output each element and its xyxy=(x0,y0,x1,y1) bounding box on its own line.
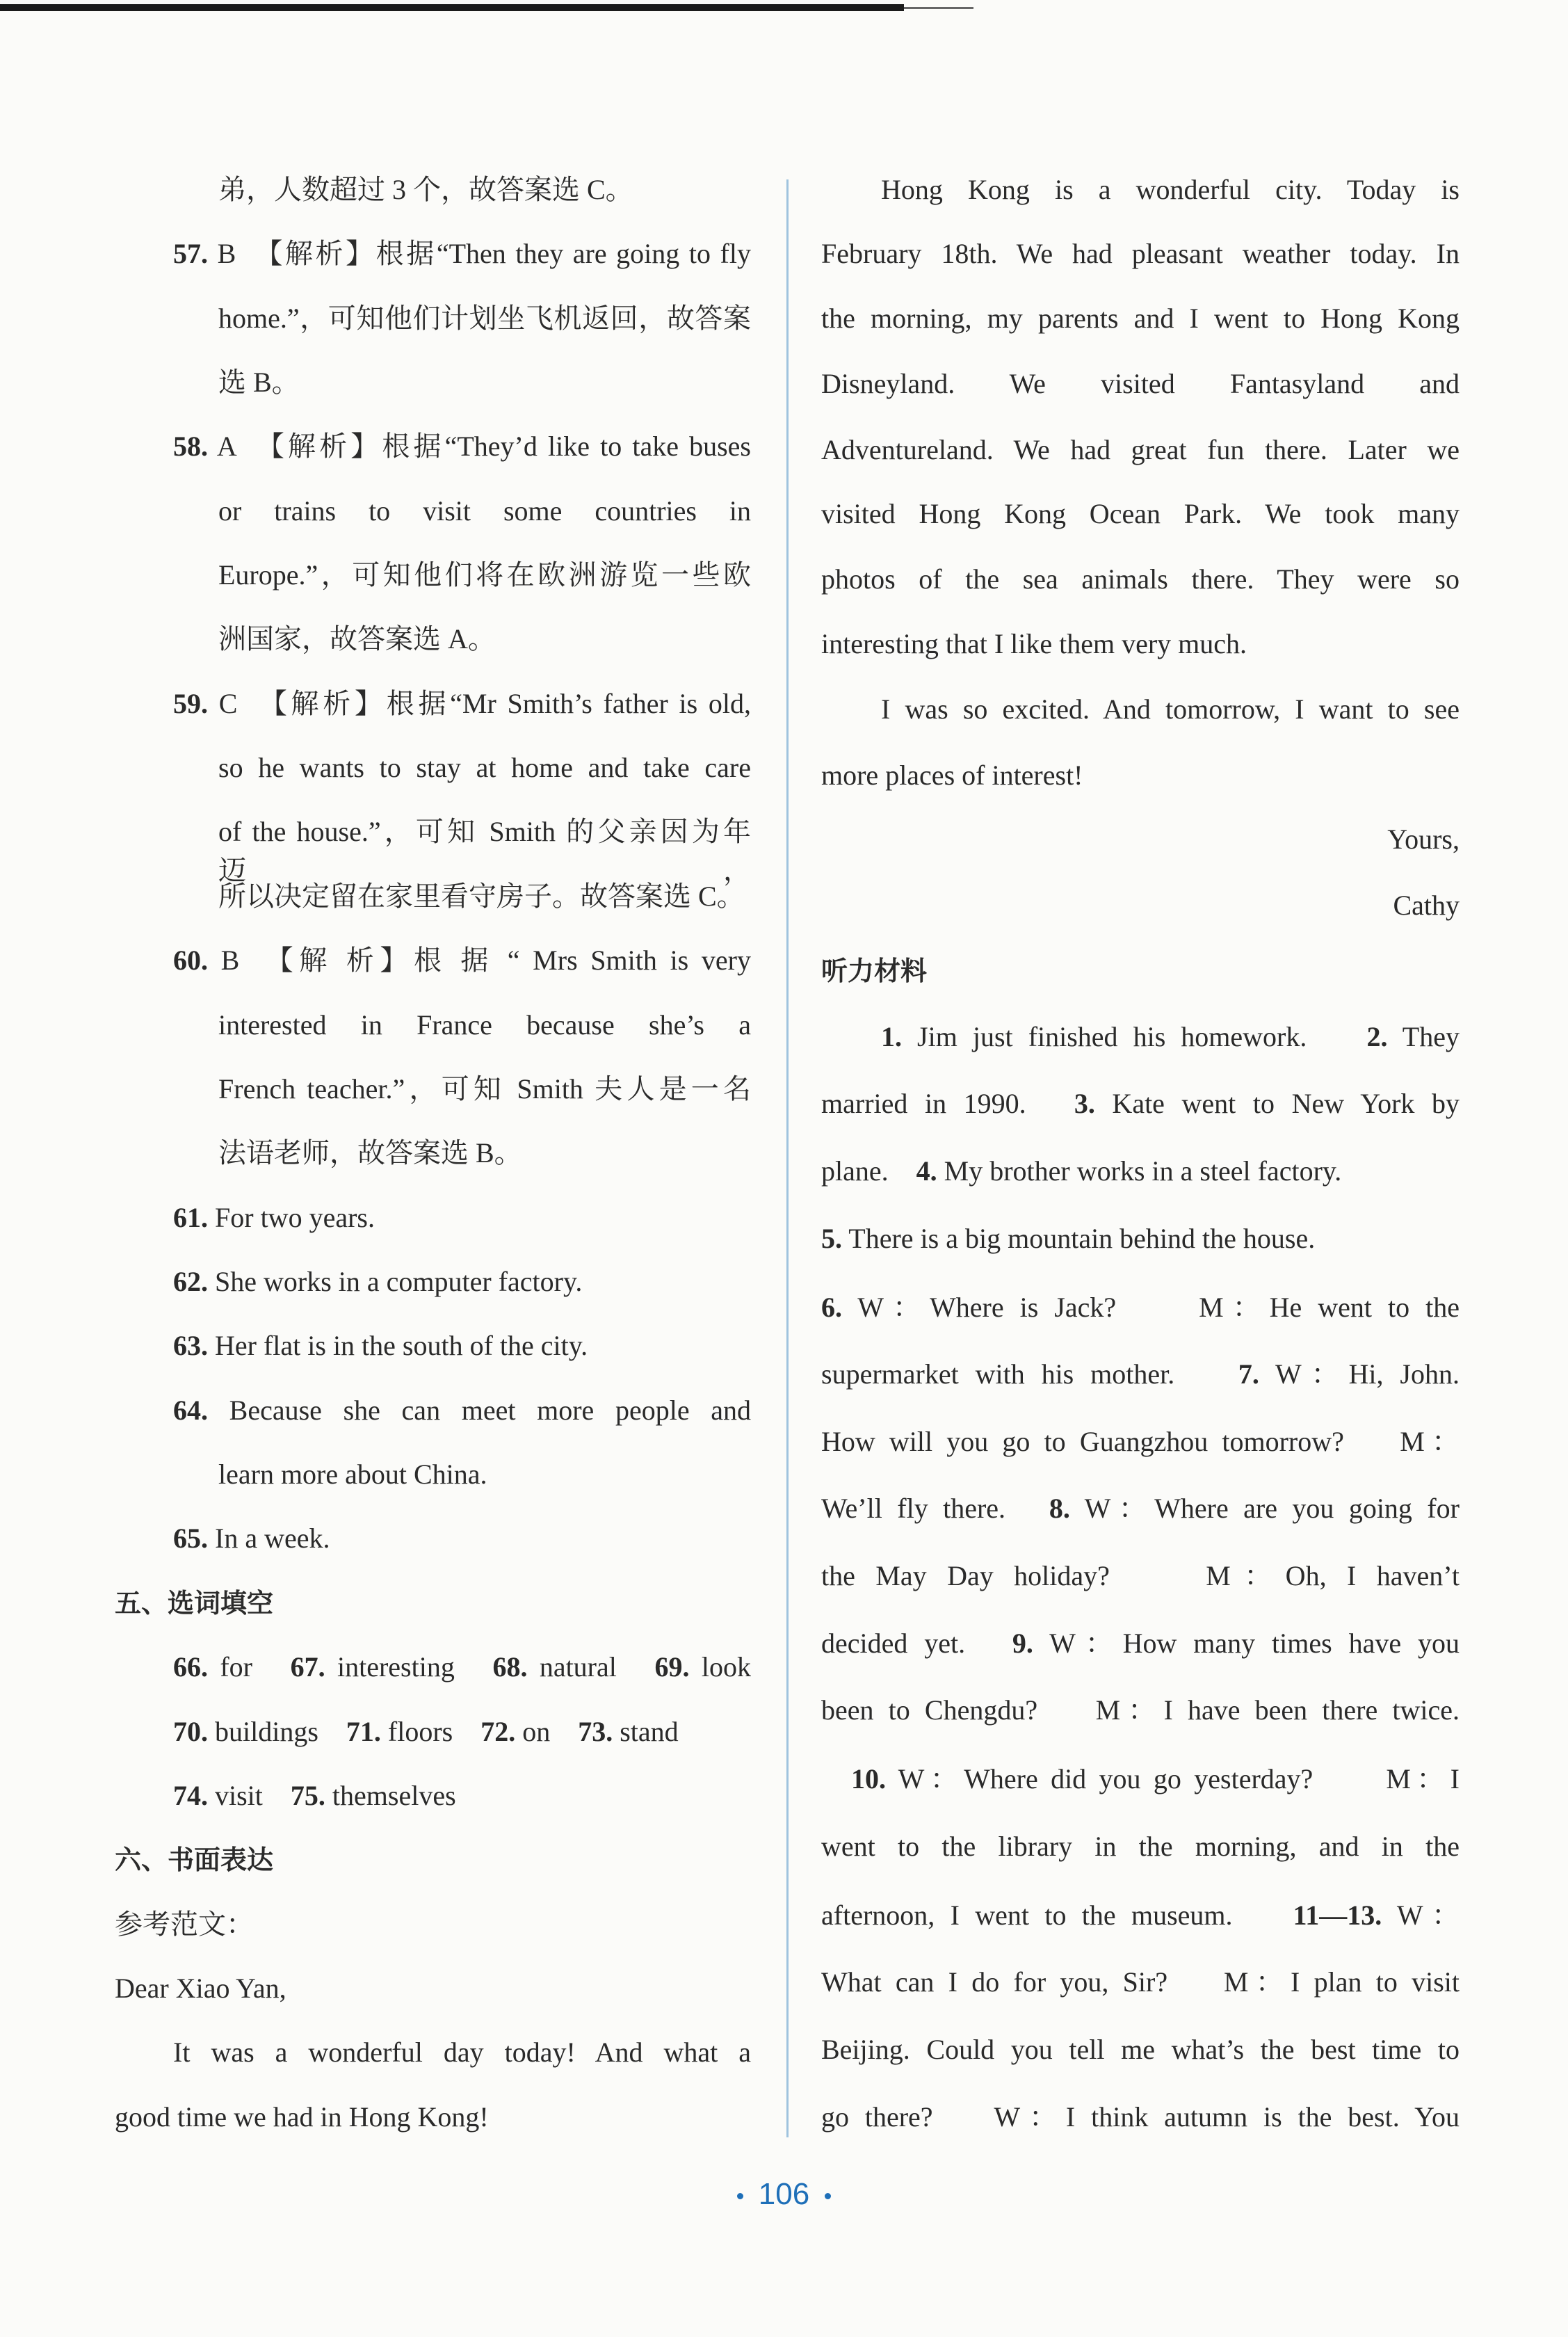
page-number-text: 106 xyxy=(758,2177,810,2211)
text-line xyxy=(218,1006,751,1045)
question-number: 74. xyxy=(173,1779,208,1811)
question-number: 66. xyxy=(173,1651,208,1683)
line-text: on xyxy=(515,1715,579,1747)
line-text: We’ll fly there. xyxy=(821,1493,1049,1525)
question-number: 8. xyxy=(1049,1493,1070,1525)
line-text: for xyxy=(208,1651,291,1683)
line-text: plane. xyxy=(821,1155,916,1187)
text-line xyxy=(821,560,1460,599)
line-text: Because she can meet more people and xyxy=(208,1394,751,1426)
bullet-dot-icon xyxy=(825,2193,831,2199)
question-number: 64. xyxy=(173,1394,208,1426)
line-text: B 【解 析】根 据 “ Mrs Smith is very xyxy=(208,945,751,977)
text-line xyxy=(173,1391,751,1430)
line-text: W：Where is Jack? M：He went to the xyxy=(842,1291,1460,1323)
text-line xyxy=(821,1896,1460,1935)
text-line xyxy=(821,2030,1460,2069)
question-number: 58. xyxy=(173,431,208,463)
text-line xyxy=(821,1152,1460,1191)
line-text: In a week. xyxy=(208,1523,330,1555)
line-text: married in 1990. xyxy=(821,1088,1074,1120)
question-number: 5. xyxy=(821,1222,842,1254)
line-text: W：Where are you going for xyxy=(1069,1493,1460,1525)
line-text: 弟，人数超过 3 个，故答案选 C。 xyxy=(218,173,633,205)
page-number xyxy=(0,2177,1568,2212)
text-line xyxy=(821,1219,1460,1258)
question-number: 1. xyxy=(881,1020,902,1052)
text-line xyxy=(821,1963,1460,2002)
text-line xyxy=(218,877,751,916)
text-line xyxy=(821,886,1460,925)
top-edge-bar-fade xyxy=(904,7,973,9)
line-text: Europe.”，可知他们将在欧洲游览一些欧 xyxy=(218,559,751,591)
text-line xyxy=(173,1326,751,1365)
line-text: It was a wonderful day today! And what a xyxy=(173,2037,751,2069)
question-number: 10. xyxy=(851,1763,886,1795)
line-text: Hong Kong is a wonderful city. Today is xyxy=(881,173,1460,205)
text-line xyxy=(173,1198,751,1237)
text-line xyxy=(821,1422,1460,1461)
question-number: 68. xyxy=(492,1651,528,1683)
line-text: floors xyxy=(380,1715,481,1747)
line-text: interested in France because she’s a xyxy=(218,1009,751,1041)
line-text: natural xyxy=(527,1651,655,1683)
heading-text: 听力材料 xyxy=(821,956,928,987)
question-number: 6. xyxy=(821,1291,842,1323)
line-text: more places of interest! xyxy=(821,759,1083,791)
line-text: W： xyxy=(1382,1899,1460,1931)
section-heading xyxy=(115,1840,751,1879)
text-line xyxy=(881,1018,1460,1057)
text-line xyxy=(218,748,751,787)
line-text: been to Chengdu? M：I have been there twice. xyxy=(821,1694,1460,1726)
line-text: Beijing. Could you tell me what’s the best time to xyxy=(821,2034,1460,2066)
line-text: They xyxy=(1387,1020,1460,1052)
line-text: buildings xyxy=(208,1715,346,1747)
line-text: Jim just finished his homework. xyxy=(902,1020,1367,1052)
text-line xyxy=(218,299,751,338)
text-line xyxy=(821,1084,1460,1123)
text-line xyxy=(218,1070,751,1109)
line-text: good time we had in Hong Kong! xyxy=(115,2101,489,2133)
line-text: so he wants to stay at home and take care xyxy=(218,752,751,784)
text-line xyxy=(881,170,1460,209)
text-line xyxy=(821,625,1460,664)
heading-text: 五、选词填空 xyxy=(115,1587,274,1619)
line-text: A 【解析】根据“They’d like to take buses xyxy=(208,431,751,463)
line-text: Dear Xiao Yan, xyxy=(115,1972,286,2004)
line-text: themselves xyxy=(325,1779,456,1811)
line-text: supermarket with his mother. xyxy=(821,1358,1238,1390)
line-text: Kate went to New York by xyxy=(1094,1088,1460,1120)
text-line xyxy=(821,1288,1460,1327)
text-line xyxy=(821,495,1460,533)
question-number: 11—13. xyxy=(1293,1899,1382,1931)
line-text: W：Hi, John. xyxy=(1259,1358,1460,1390)
line-text: Disneyland. We visited Fantasyland and xyxy=(821,368,1460,400)
question-number: 3. xyxy=(1074,1088,1095,1120)
question-number: 7. xyxy=(1238,1358,1259,1390)
question-number: 2. xyxy=(1366,1020,1388,1052)
question-number: 75. xyxy=(290,1779,325,1811)
line-text: Adventureland. We had great fun there. Later we xyxy=(821,433,1460,465)
line-text: February 18th. We had pleasant weather today. In xyxy=(821,238,1460,270)
text-line xyxy=(218,812,751,887)
question-number: 9. xyxy=(1012,1627,1033,1659)
text-line xyxy=(115,2098,751,2137)
text-line xyxy=(173,234,751,273)
text-line xyxy=(881,690,1460,729)
text-line xyxy=(173,684,751,723)
line-text: learn more about China. xyxy=(218,1459,487,1491)
line-text: the May Day holiday? M：Oh, I haven’t xyxy=(821,1560,1460,1592)
line-text: stand xyxy=(613,1715,679,1747)
text-line xyxy=(218,363,751,402)
line-text: 选 B。 xyxy=(218,366,300,398)
question-number: 57. xyxy=(173,238,208,270)
line-text: visited Hong Kong Ocean Park. We took many xyxy=(821,497,1460,529)
line-text: W：Where did you go yesterday? M：I xyxy=(886,1763,1460,1795)
line-text: She works in a computer factory. xyxy=(208,1265,583,1297)
text-line xyxy=(218,492,751,531)
line-text: How will you go to Guangzhou tomorrow? M： xyxy=(821,1425,1460,1457)
text-line xyxy=(173,1648,751,1687)
question-number: 72. xyxy=(480,1715,516,1747)
text-line xyxy=(851,1760,1460,1799)
text-line xyxy=(821,364,1460,403)
line-text: look xyxy=(689,1651,751,1683)
text-line xyxy=(821,1557,1460,1596)
line-text: C 【解析】根据“Mr Smith’s father is old, xyxy=(208,687,751,719)
question-number: 63. xyxy=(173,1330,208,1362)
line-text: Her flat is in the south of the city. xyxy=(208,1330,588,1362)
question-number: 61. xyxy=(173,1201,208,1233)
text-line xyxy=(115,1969,751,2008)
text-line xyxy=(173,1712,751,1751)
line-text: Cathy xyxy=(1393,889,1460,921)
line-text: home.”，可知他们计划坐飞机返回，故答案 xyxy=(218,302,751,334)
question-number: 60. xyxy=(173,945,208,977)
question-number: 73. xyxy=(578,1715,613,1747)
line-text: 洲国家，故答案选 A。 xyxy=(218,623,496,655)
question-number: 65. xyxy=(173,1523,208,1555)
line-text: My brother works in a steel factory. xyxy=(937,1155,1342,1187)
line-text: or trains to visit some countries in xyxy=(218,495,751,527)
text-line xyxy=(218,620,751,659)
question-number: 4. xyxy=(916,1155,937,1187)
text-line xyxy=(173,1262,751,1301)
line-text: went to the library in the morning, and in the xyxy=(821,1830,1460,1862)
bullet-dot-icon xyxy=(737,2193,743,2199)
line-text: decided yet. xyxy=(821,1627,1012,1659)
text-line xyxy=(821,820,1460,859)
text-line xyxy=(173,1776,751,1815)
line-text: French teacher.”，可知 Smith 夫人是一名 xyxy=(218,1073,751,1105)
line-text: afternoon, I went to the museum. xyxy=(821,1899,1293,1931)
text-line xyxy=(821,1355,1460,1394)
line-text: 法语老师，故答案选 B。 xyxy=(218,1137,522,1169)
text-line xyxy=(821,1624,1460,1663)
text-line xyxy=(173,1519,751,1558)
line-text: 所以决定留在家里看守房子。故答案选 C。 xyxy=(218,880,745,912)
text-line xyxy=(173,427,751,466)
line-text: interesting xyxy=(325,1651,493,1683)
section-heading xyxy=(115,1584,751,1623)
question-number: 71. xyxy=(346,1715,381,1747)
text-line xyxy=(218,1455,751,1494)
text-line xyxy=(821,1691,1460,1730)
line-text: 参考范文： xyxy=(115,1908,254,1940)
text-line xyxy=(218,1134,751,1173)
line-text: visit xyxy=(208,1779,291,1811)
line-text: There is a big mountain behind the house. xyxy=(842,1222,1316,1254)
line-text: I was so excited. And tomorrow, I want to see xyxy=(881,693,1460,725)
section-heading xyxy=(821,951,1460,990)
column-divider xyxy=(786,179,789,2137)
text-line xyxy=(821,234,1460,273)
text-line xyxy=(218,170,751,209)
text-line xyxy=(821,756,1460,795)
line-text: Yours, xyxy=(1387,824,1460,856)
line-text: What can I do for you, Sir? M：I plan to visit xyxy=(821,1966,1460,1998)
line-text: the morning, my parents and I went to Hong Kong xyxy=(821,302,1460,334)
text-line xyxy=(821,2098,1460,2137)
line-text: For two years. xyxy=(208,1201,375,1233)
top-edge-bar xyxy=(0,4,904,11)
line-text: W：How many times have you xyxy=(1033,1627,1460,1659)
question-number: 62. xyxy=(173,1265,208,1297)
line-text: photos of the sea animals there. They were so xyxy=(821,563,1460,595)
question-number: 69. xyxy=(654,1651,690,1683)
heading-text: 六、书面表达 xyxy=(115,1845,274,1876)
line-text: interesting that I like them very much. xyxy=(821,627,1247,659)
text-line xyxy=(821,1489,1460,1528)
question-number: 67. xyxy=(290,1651,325,1683)
line-text: B 【解析】根据“Then they are going to fly xyxy=(208,238,751,270)
text-line xyxy=(821,299,1460,338)
text-line xyxy=(821,431,1460,469)
text-line xyxy=(173,941,751,980)
question-number: 70. xyxy=(173,1715,208,1747)
text-line xyxy=(218,556,751,595)
text-line xyxy=(173,2033,751,2072)
text-line xyxy=(115,1905,751,1944)
line-text: of the house.”，可知 Smith 的父亲因为年迈， xyxy=(218,816,751,887)
line-text: go there? W：I think autumn is the best. You xyxy=(821,2101,1460,2133)
text-line xyxy=(821,1827,1460,1866)
question-number: 59. xyxy=(173,687,208,719)
